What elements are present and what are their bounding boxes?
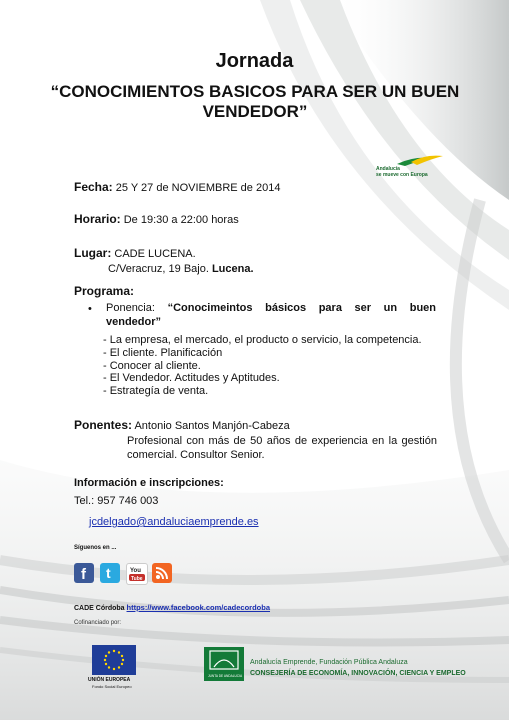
fecha-label: Fecha: [74, 180, 113, 194]
lugar-value: CADE LUCENA. [114, 248, 196, 260]
twitter-icon [100, 563, 120, 583]
footer-line-2: CONSEJERÍA DE ECONOMÍA, INNOVACIÓN, CIENCIA Y EMPLEO [250, 670, 466, 677]
cade-prefix: CADE Córdoba [74, 605, 125, 612]
eu-flag [92, 645, 136, 675]
junta-andalucia-icon [204, 647, 244, 681]
email-link[interactable]: jcdelgado@andaluciaemprende.es [89, 516, 259, 528]
rss-button[interactable] [152, 563, 172, 583]
ponentes-name: Antonio Santos Manjón-Cabeza [134, 420, 290, 432]
eu-stars-icon [92, 645, 136, 675]
horario-label: Horario: [74, 212, 121, 226]
info-label-row [74, 477, 224, 489]
lugar-address: C/Veracruz, 19 Bajo. [108, 263, 209, 275]
lugar-city: Lucena. [211, 263, 254, 275]
page-title: Jornada [215, 50, 294, 72]
info-label: Información e inscripciones: [74, 477, 224, 489]
tel-label: Tel.: [74, 495, 95, 507]
list-item: - Estrategía de venta. [103, 385, 209, 398]
rss-icon [152, 563, 172, 583]
twitter-button[interactable] [100, 563, 120, 583]
tel-row [74, 495, 158, 507]
bullet-dot-icon: • [88, 303, 92, 315]
list-item: - La empresa, el mercado, el producto o servicio, la competencia. [103, 334, 422, 346]
eu-line-1: UNIÓN EUROPEA [88, 677, 131, 683]
svg-text:Tube: Tube [131, 576, 143, 582]
junta-caption: JUNTA DE ANDALUCIA [208, 674, 243, 678]
programa-label: Programa: [74, 284, 135, 298]
horario-value: De 19:30 a 22:00 horas [123, 214, 239, 226]
andalucia-europa-logo [373, 154, 443, 188]
ponentes-label: Ponentes: [74, 418, 133, 432]
cofinanciado-label: Cofinanciado por: [74, 620, 122, 626]
cade-facebook-link[interactable]: https://www.facebook.com/cadecordoba [126, 603, 271, 612]
svg-text:t: t [106, 565, 111, 581]
brand-line-1: Andalucía [376, 166, 400, 172]
ponentes-description: Profesional con más de 50 años de experiencia en la gestión comercial. Consultor Senior. [127, 435, 437, 461]
facebook-button[interactable] [74, 563, 94, 583]
ponencia-prefix: Ponencia: [106, 302, 155, 314]
fecha-value: 25 Y 27 de NOVIEMBRE de 2014 [115, 182, 281, 194]
cade-row [74, 603, 270, 612]
programa-list [103, 334, 422, 398]
youtube-icon [127, 564, 147, 584]
ponentes-row [74, 418, 290, 432]
fecha-row [74, 180, 280, 194]
list-item: - El Vendedor. Actitudes y Aptitudes. [103, 372, 280, 385]
lugar-label: Lugar: [74, 246, 112, 260]
lugar-address-row [108, 263, 254, 275]
page-subtitle: “CONOCIMIENTOS BASICOS PARA SER UN BUEN VENDEDOR” [50, 82, 460, 121]
programa-label-row [74, 284, 134, 298]
list-item: - Conocer al cliente. [103, 359, 201, 372]
horario-row [74, 212, 239, 226]
list-item: - El cliente. Planificación [103, 346, 223, 359]
social-label: Síguenos en ... [74, 545, 117, 551]
eu-line-2: Fondo Social Europeo [92, 684, 132, 689]
svg-text:f: f [81, 566, 86, 583]
ponencia-bullet [88, 301, 436, 329]
facebook-icon [74, 563, 94, 583]
ponencia-title: “Conocimeintos básicos para ser un buen vendedor” [106, 302, 436, 328]
tel-value: 957 746 003 [97, 495, 159, 507]
svg-text:You: You [130, 568, 141, 574]
youtube-button[interactable] [126, 563, 148, 585]
lugar-row [74, 246, 196, 260]
brand-line-2: se mueve con Europa [376, 172, 428, 178]
junta-logo [204, 647, 244, 681]
footer-line-1: Andalucía Emprende, Fundación Pública Andaluza [250, 659, 408, 666]
